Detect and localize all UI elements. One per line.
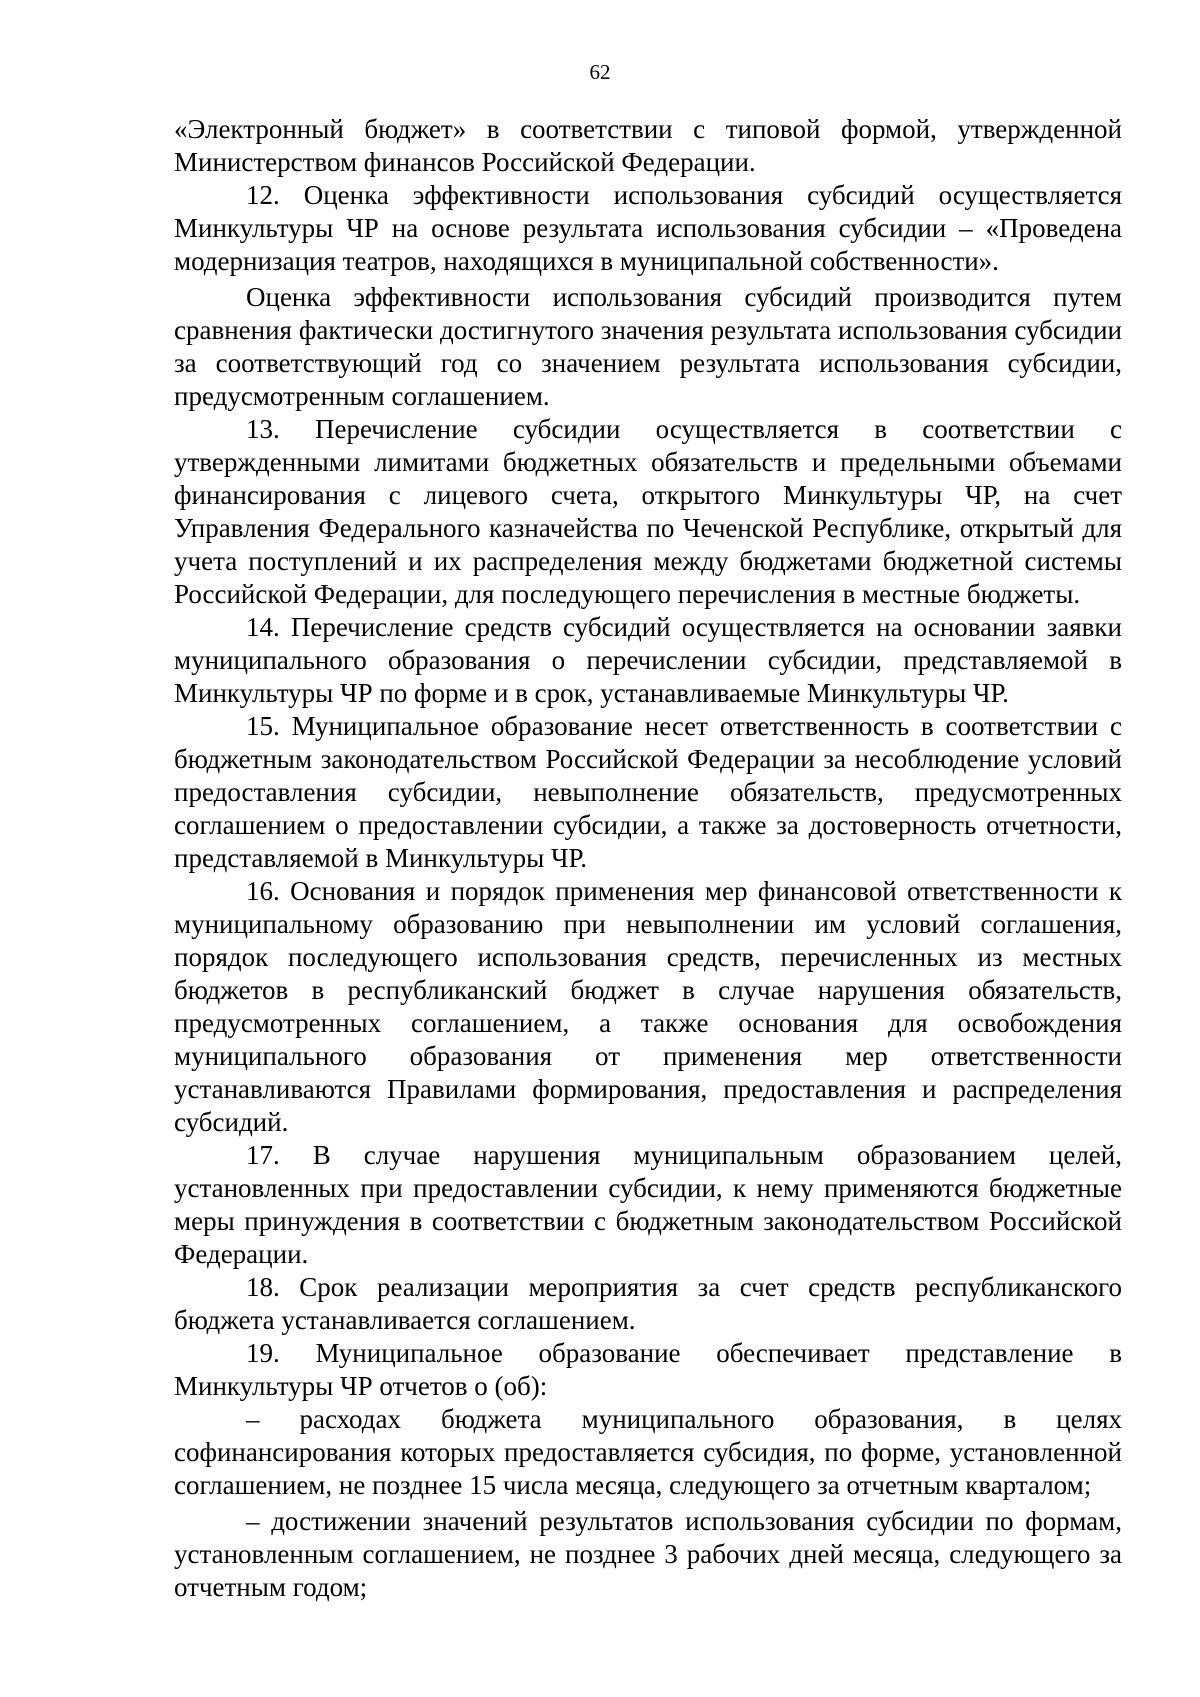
paragraph-12: 12. Оценка эффективности использования субсидий осуществляется Минкультуры ЧР на основе результата использования субсидии – «Проведена модернизация театров, находящихся в муниципальной собственности». (174, 180, 1122, 276)
document-body (174, 113, 1122, 1604)
paragraph-12-evaluation: Оценка эффективности использования субсидий производится путем сравнения фактически достигнутого значения результата использования субсидии за соответствующий год со значением результата использования субсидии, предусмотренным соглашением. (174, 282, 1122, 411)
paragraph-13: 13. Перечисление субсидии осуществляется в соответствии с утвержденными лимитами бюджетных обязательств и предельными объемами финансирования с лицевого счета, открытого Минкультуры ЧР, на счет Управления Федерального казначейства по Чеченской Республике, открытый для учета поступлений и их распределения между бюджетами бюджетной системы Российской Федерации, для последующего перечисления в местные бюджеты. (174, 414, 1122, 609)
paragraph-18: 18. Срок реализации мероприятия за счет средств республиканского бюджета устанавливается соглашением. (174, 1272, 1122, 1335)
paragraph-17: 17. В случае нарушения муниципальным образованием целей, установленных при предоставлении субсидии, к нему применяются бюджетные меры принуждения в соответствии с бюджетным законодательством Российской Федерации. (174, 1140, 1122, 1269)
paragraph-19: 19. Муниципальное образование обеспечивает представление в Минкультуры ЧР отчетов о (об): (174, 1338, 1122, 1401)
paragraph-16: 16. Основания и порядок применения мер финансовой ответственности к муниципальному образованию при невыполнении им условий соглашения, порядок последующего использования средств, перечисленных из местных бюджетов в республиканский бюджет в случае нарушения обязательств, предусмотренных соглашением, а также основания для освобождения муниципального образования от применения мер ответственности устанавливаются Правилами формирования, предоставления и распределения субсидий. (174, 876, 1122, 1137)
paragraph-15: 15. Муниципальное образование несет ответственность в соответствии с бюджетным законодательством Российской Федерации за несоблюдение условий предоставления субсидии, невыполнение обязательств, предусмотренных соглашением о предоставлении субсидии, а также за достоверность отчетности, представляемой в Минкультуры ЧР. (174, 711, 1122, 873)
paragraph-intro: «Электронный бюджет» в соответствии с типовой формой, утвержденной Министерством финансов Российской Федерации. (174, 114, 1122, 177)
page-number: 62 (589, 60, 611, 84)
paragraph-14: 14. Перечисление средств субсидий осуществляется на основании заявки муниципального образования о перечислении субсидии, представляемой в Минкультуры ЧР по форме и в срок, устанавливаемые Минкультуры ЧР. (174, 612, 1122, 708)
list-item-expenses-report: – расходах бюджета муниципального образования, в целях софинансирования которых предоставляется субсидия, по форме, установленной соглашением, не позднее 15 числа месяца, следующего за отчетным кварталом; (174, 1404, 1122, 1500)
list-item-results-report: – достижении значений результатов использования субсидии по формам, установленным соглашением, не позднее 3 рабочих дней месяца, следующего за отчетным годом; (174, 1506, 1122, 1602)
